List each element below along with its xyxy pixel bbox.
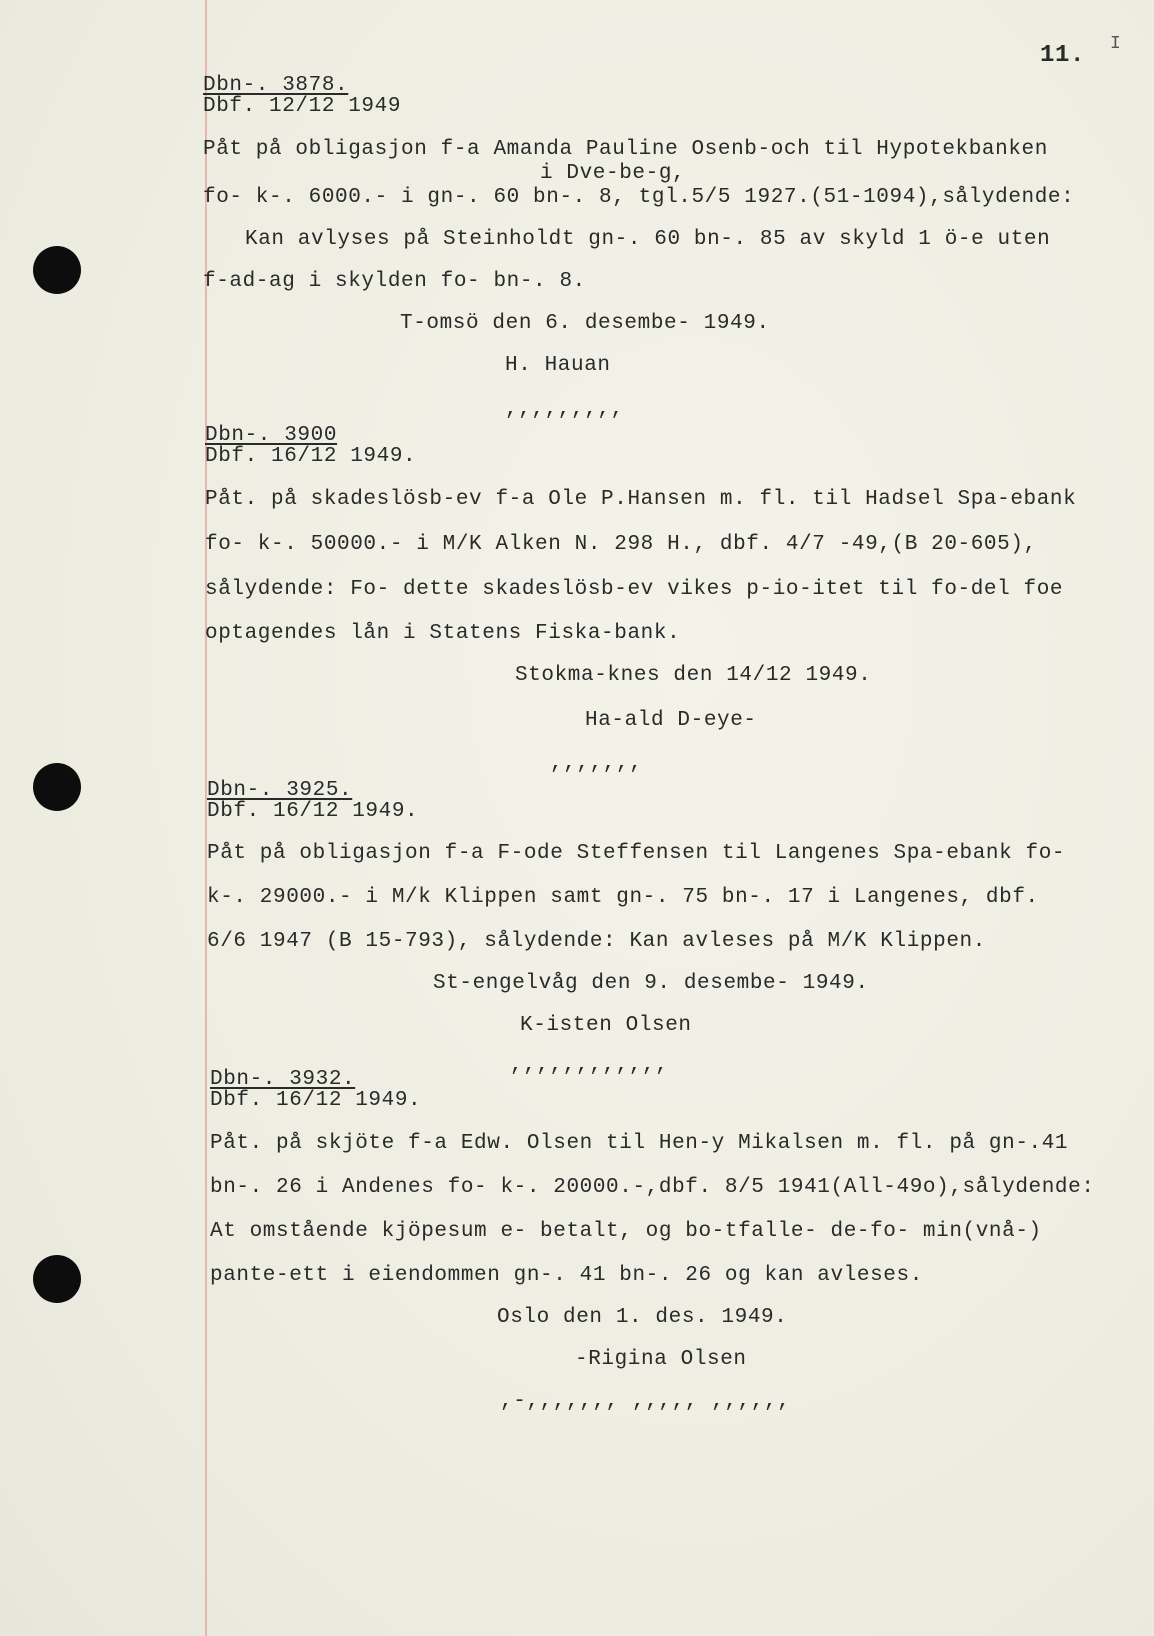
entry-text-line: Påt på obligasjon f-a Amanda Pauline Osenb-och til Hypotekbanken (203, 138, 1048, 161)
entry-text-line: At omstående kjöpesum e- betalt, og bo-tfalle- de-fo- min(vnå-) (210, 1220, 1042, 1243)
entry-text-line: f-ad-ag i skylden fo- bn-. 8. (203, 270, 586, 293)
entry-date: Dbf. 16/12 1949. (207, 800, 419, 823)
page-number: 11. (1040, 42, 1086, 69)
punch-hole (33, 763, 81, 811)
entry-marks: ,,,,,,,,, (505, 398, 624, 421)
entry-date: Dbf. 16/12 1949. (210, 1089, 422, 1112)
entry-signature: Ha-ald D-eye- (585, 709, 757, 732)
entry-signature: K-isten Olsen (520, 1014, 692, 1037)
entry-number: Dbn-. 3900 (205, 424, 338, 447)
entry-text-line: fo- k-. 50000.- i M/K Alken N. 298 H., dbf. 4/7 -49,(B 20-605), (205, 533, 1037, 556)
entry-text-line: fo- k-. 6000.- i gn-. 60 bn-. 8, tgl.5/5 1927.(51-1094),sålydende: (203, 186, 1075, 209)
entry-place-date: T-omsö den 6. desembe- 1949. (400, 312, 770, 335)
punch-hole (33, 246, 81, 294)
entry-text-line: sålydende: Fo- dette skadeslösb-ev vikes p-io-itet til fo-del foe (205, 578, 1064, 601)
punch-hole (33, 1255, 81, 1303)
entry-marks: ,,,,,,, (550, 752, 643, 775)
entry-text-line: Påt på obligasjon f-a F-ode Steffensen til Langenes Spa-ebank fo- (207, 842, 1066, 865)
entry-text-line: k-. 29000.- i M/k Klippen samt gn-. 75 bn-. 17 i Langenes, dbf. (207, 886, 1039, 909)
entry-text-line: Påt. på skjöte f-a Edw. Olsen til Hen-y Mikalsen m. fl. på gn-.41 (210, 1132, 1069, 1155)
entry-marks: ,-,,,,,,, ,,,,, ,,,,,, (500, 1390, 791, 1413)
entry-number: Dbn-. 3925. (207, 779, 353, 802)
entry-place-date: Oslo den 1. des. 1949. (497, 1306, 788, 1329)
entry-text-line: i Dve-be-g, (540, 162, 686, 185)
entry-number: Dbn-. 3878. (203, 74, 349, 97)
entry-text-line: Kan avlyses på Steinholdt gn-. 60 bn-. 85 av skyld 1 ö-e uten (245, 228, 1051, 251)
entry-text-line: Påt. på skadeslösb-ev f-a Ole P.Hansen m. fl. til Hadsel Spa-ebank (205, 488, 1077, 511)
entry-marks: ,,,,,,,,,,,, (510, 1054, 669, 1077)
entry-place-date: Stokma-knes den 14/12 1949. (515, 664, 872, 687)
entry-place-date: St-engelvåg den 9. desembe- 1949. (433, 972, 869, 995)
entry-signature: -Rigina Olsen (575, 1348, 747, 1371)
entry-text-line: bn-. 26 i Andenes fo- k-. 20000.-,dbf. 8/5 1941(All-49o),sålydende: (210, 1176, 1095, 1199)
entry-date: Dbf. 12/12 1949 (203, 95, 402, 118)
entry-signature: H. Hauan (505, 354, 611, 377)
entry-text-line: optagendes lån i Statens Fiska-bank. (205, 622, 681, 645)
entry-number: Dbn-. 3932. (210, 1068, 356, 1091)
corner-mark: I (1110, 34, 1122, 54)
entry-text-line: 6/6 1947 (B 15-793), sålydende: Kan avleses på M/K Klippen. (207, 930, 986, 953)
entry-date: Dbf. 16/12 1949. (205, 445, 417, 468)
entry-text-line: pante-ett i eiendommen gn-. 41 bn-. 26 og kan avleses. (210, 1264, 923, 1287)
